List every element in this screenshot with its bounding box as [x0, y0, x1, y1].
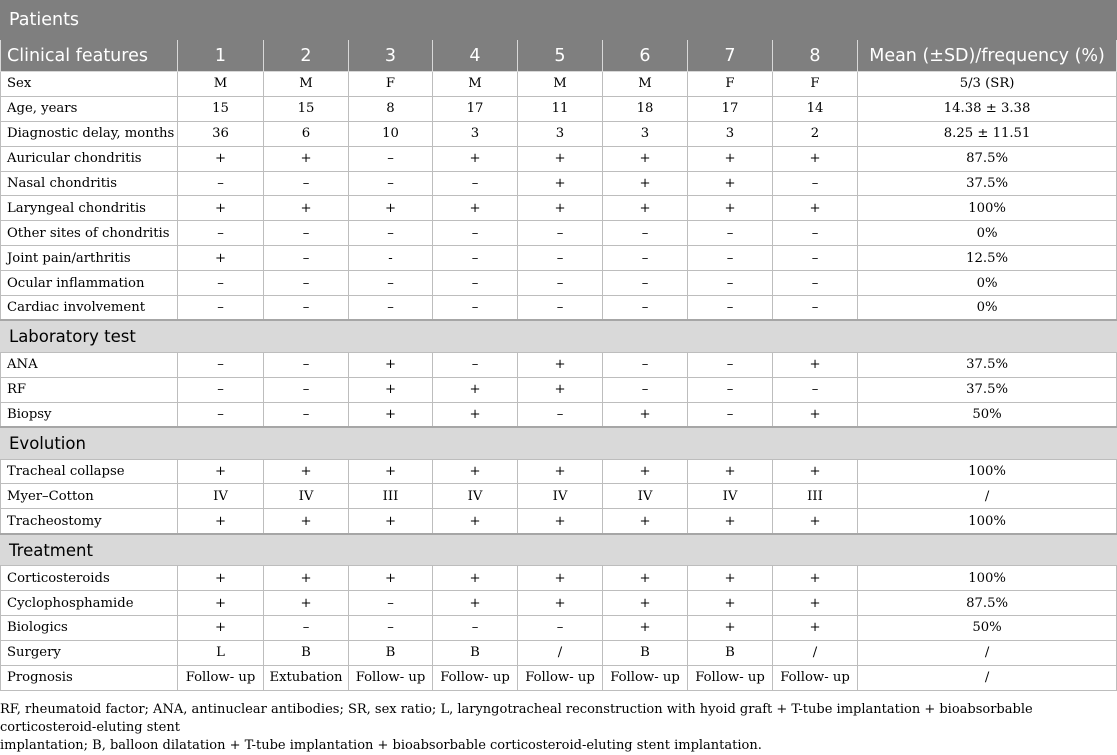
section-title: Treatment: [1, 534, 1117, 566]
patient-cell: +: [349, 566, 433, 591]
summary-cell: 37.5%: [858, 171, 1117, 196]
patient-cell: –: [178, 402, 264, 427]
patient-cell: –: [178, 352, 264, 377]
summary-cell: 37.5%: [858, 377, 1117, 402]
patient-cell: 11: [518, 96, 603, 121]
patient-cell: –: [264, 296, 349, 321]
table-row: [1, 196, 1117, 221]
table-row: [1, 665, 1117, 690]
patient-cell: +: [178, 459, 264, 484]
patient-cell: +: [773, 459, 858, 484]
section-header-row: [1, 320, 1117, 352]
patient-cell: +: [603, 146, 688, 171]
table-row: [1, 146, 1117, 171]
patient-cell: +: [688, 566, 773, 591]
row-label: Age, years: [1, 96, 178, 121]
summary-cell: 100%: [858, 509, 1117, 534]
patient-cell: +: [433, 146, 518, 171]
patient-cell: 3: [688, 121, 773, 146]
summary-cell: 14.38 ± 3.38: [858, 96, 1117, 121]
patient-cell: –: [349, 146, 433, 171]
row-label: Surgery: [1, 640, 178, 665]
patient-cell: –: [603, 271, 688, 296]
patient-cell: Follow- up: [773, 665, 858, 690]
patient-cell: 17: [688, 96, 773, 121]
patient-cell: –: [349, 221, 433, 246]
patient-cell: –: [433, 171, 518, 196]
patient-cell: –: [773, 221, 858, 246]
summary-cell: 5/3 (SR): [858, 72, 1117, 97]
summary-cell: 0%: [858, 271, 1117, 296]
summary-cell: 100%: [858, 196, 1117, 221]
summary-cell: 0%: [858, 221, 1117, 246]
patient-cell: –: [264, 377, 349, 402]
patient-cell: Follow- up: [518, 665, 603, 690]
patient-cell: –: [433, 352, 518, 377]
patient-cell: 3: [518, 121, 603, 146]
table-row: [1, 121, 1117, 146]
patient-cell: +: [433, 566, 518, 591]
patient-cell: +: [603, 402, 688, 427]
footnote-line-1: RF, rheumatoid factor; ANA, antinuclear antibodies; SR, sex ratio; L, laryngotracheal reconstruction with hyoid graft + T-tube implantation + bioabsorbable corticosteroid-eluting stent: [0, 702, 1033, 735]
header-patient-2: 2: [264, 40, 349, 72]
summary-cell: 0%: [858, 296, 1117, 321]
summary-cell: 87.5%: [858, 146, 1117, 171]
patient-cell: -: [349, 246, 433, 271]
patient-cell: 2: [773, 121, 858, 146]
patient-cell: M: [264, 72, 349, 97]
row-label: Tracheal collapse: [1, 459, 178, 484]
patient-cell: +: [518, 352, 603, 377]
table-row: [1, 459, 1117, 484]
header-patient-4: 4: [433, 40, 518, 72]
row-label: Tracheostomy: [1, 509, 178, 534]
patient-cell: –: [518, 616, 603, 641]
summary-cell: 12.5%: [858, 246, 1117, 271]
table-row: [1, 509, 1117, 534]
patient-cell: +: [518, 377, 603, 402]
header-patient-1: 1: [178, 40, 264, 72]
patient-cell: +: [264, 146, 349, 171]
patient-cell: /: [518, 640, 603, 665]
summary-cell: /: [858, 484, 1117, 509]
patient-cell: 15: [264, 96, 349, 121]
patient-cell: –: [433, 246, 518, 271]
patient-cell: +: [773, 591, 858, 616]
patient-cell: –: [688, 402, 773, 427]
patient-cell: B: [349, 640, 433, 665]
table-row: [1, 640, 1117, 665]
section-title: Laboratory test: [1, 320, 1117, 352]
patient-cell: –: [518, 402, 603, 427]
patient-cell: –: [433, 616, 518, 641]
row-label: ANA: [1, 352, 178, 377]
patient-cell: 6: [264, 121, 349, 146]
patient-cell: 3: [603, 121, 688, 146]
patient-cell: –: [178, 171, 264, 196]
summary-cell: 8.25 ± 11.51: [858, 121, 1117, 146]
header-patient-3: 3: [349, 40, 433, 72]
patient-cell: +: [518, 566, 603, 591]
section-header-row: [1, 427, 1117, 459]
row-label: Myer–Cotton: [1, 484, 178, 509]
patient-cell: –: [688, 221, 773, 246]
table-row: [1, 616, 1117, 641]
patient-cell: +: [349, 377, 433, 402]
patient-cell: –: [433, 271, 518, 296]
patient-cell: +: [349, 352, 433, 377]
summary-cell: 50%: [858, 402, 1117, 427]
table-row: [1, 566, 1117, 591]
patient-cell: +: [264, 459, 349, 484]
header-patient-6: 6: [603, 40, 688, 72]
row-label: Ocular inflammation: [1, 271, 178, 296]
patient-cell: +: [433, 402, 518, 427]
patient-cell: +: [773, 616, 858, 641]
patient-cell: III: [349, 484, 433, 509]
patient-cell: +: [773, 196, 858, 221]
patient-cell: –: [688, 377, 773, 402]
patient-cell: Follow- up: [178, 665, 264, 690]
patient-cell: –: [518, 221, 603, 246]
patient-cell: +: [603, 566, 688, 591]
footnote-line-2: implantation; B, balloon dilatation + T-tube implantation + bioabsorbable corticosteroid-eluting stent implantation.: [0, 738, 762, 753]
row-label: Nasal chondritis: [1, 171, 178, 196]
patient-cell: +: [603, 171, 688, 196]
patient-cell: +: [518, 591, 603, 616]
patient-cell: +: [178, 246, 264, 271]
patient-cell: 17: [433, 96, 518, 121]
patient-cell: –: [773, 171, 858, 196]
patient-cell: +: [433, 377, 518, 402]
table-header-row: [1, 40, 1117, 72]
patient-cell: +: [518, 509, 603, 534]
patient-cell: IV: [433, 484, 518, 509]
row-label: Cyclophosphamide: [1, 591, 178, 616]
patient-cell: +: [773, 146, 858, 171]
row-label: Joint pain/arthritis: [1, 246, 178, 271]
patient-cell: M: [433, 72, 518, 97]
row-label: Laryngeal chondritis: [1, 196, 178, 221]
patient-cell: +: [178, 196, 264, 221]
patient-cell: +: [773, 509, 858, 534]
patient-cell: M: [518, 72, 603, 97]
header-patient-5: 5: [518, 40, 603, 72]
patient-cell: +: [518, 196, 603, 221]
patient-cell: IV: [603, 484, 688, 509]
patient-cell: +: [688, 509, 773, 534]
patient-cell: –: [264, 402, 349, 427]
summary-cell: 100%: [858, 459, 1117, 484]
patient-cell: +: [518, 459, 603, 484]
row-label: Corticosteroids: [1, 566, 178, 591]
patient-cell: –: [264, 171, 349, 196]
patient-cell: Follow- up: [349, 665, 433, 690]
patient-cell: IV: [518, 484, 603, 509]
row-label: Diagnostic delay, months: [1, 121, 178, 146]
patient-cell: –: [349, 171, 433, 196]
patient-cell: –: [603, 246, 688, 271]
patient-cell: Follow- up: [603, 665, 688, 690]
table-row: [1, 271, 1117, 296]
patient-cell: –: [518, 271, 603, 296]
table-row: [1, 221, 1117, 246]
row-label: Biologics: [1, 616, 178, 641]
patient-cell: +: [603, 196, 688, 221]
patient-cell: –: [433, 221, 518, 246]
patient-cell: Extubation: [264, 665, 349, 690]
patient-cell: –: [603, 296, 688, 321]
row-label: Prognosis: [1, 665, 178, 690]
patient-cell: B: [603, 640, 688, 665]
patient-cell: B: [433, 640, 518, 665]
patient-cell: +: [349, 196, 433, 221]
patient-cell: –: [178, 221, 264, 246]
patient-cell: +: [688, 146, 773, 171]
table-row: [1, 296, 1117, 321]
table-title: Patients: [1, 1, 1117, 40]
patient-cell: +: [433, 196, 518, 221]
patient-cell: +: [773, 566, 858, 591]
patient-cell: +: [688, 196, 773, 221]
patient-cell: M: [178, 72, 264, 97]
patient-cell: –: [688, 246, 773, 271]
patient-cell: +: [178, 509, 264, 534]
patient-cell: +: [178, 146, 264, 171]
patient-cell: +: [773, 402, 858, 427]
patient-cell: +: [518, 171, 603, 196]
summary-cell: 100%: [858, 566, 1117, 591]
patient-cell: +: [603, 509, 688, 534]
patient-cell: –: [518, 246, 603, 271]
patient-cell: –: [688, 296, 773, 321]
patient-cell: +: [349, 509, 433, 534]
patient-cell: –: [773, 377, 858, 402]
patient-cell: 18: [603, 96, 688, 121]
table-row: [1, 246, 1117, 271]
patient-cell: –: [349, 616, 433, 641]
patient-cell: 14: [773, 96, 858, 121]
table-row: [1, 171, 1117, 196]
row-label: Auricular chondritis: [1, 146, 178, 171]
patient-cell: 10: [349, 121, 433, 146]
table-row: [1, 377, 1117, 402]
patient-cell: –: [264, 352, 349, 377]
patient-cell: 8: [349, 96, 433, 121]
patient-cell: –: [603, 352, 688, 377]
patient-cell: +: [264, 591, 349, 616]
patient-cell: M: [603, 72, 688, 97]
patient-cell: IV: [264, 484, 349, 509]
header-patient-8: 8: [773, 40, 858, 72]
patient-cell: –: [603, 221, 688, 246]
patient-cell: –: [264, 616, 349, 641]
patient-cell: B: [688, 640, 773, 665]
table-row: [1, 96, 1117, 121]
patient-cell: F: [688, 72, 773, 97]
table-row: [1, 484, 1117, 509]
table-row: [1, 591, 1117, 616]
patient-cell: +: [178, 591, 264, 616]
patient-cell: F: [349, 72, 433, 97]
header-patient-7: 7: [688, 40, 773, 72]
patient-cell: –: [518, 296, 603, 321]
table-row: [1, 402, 1117, 427]
row-label: Cardiac involvement: [1, 296, 178, 321]
patient-cell: –: [349, 591, 433, 616]
patient-cell: –: [688, 352, 773, 377]
patient-cell: –: [603, 377, 688, 402]
patient-cell: –: [264, 221, 349, 246]
patient-cell: –: [349, 296, 433, 321]
patient-cell: +: [264, 509, 349, 534]
patient-cell: F: [773, 72, 858, 97]
row-label: Sex: [1, 72, 178, 97]
patient-cell: B: [264, 640, 349, 665]
patient-cell: –: [773, 296, 858, 321]
patient-cell: +: [178, 616, 264, 641]
patient-cell: +: [688, 616, 773, 641]
patient-cell: –: [264, 246, 349, 271]
patient-cell: L: [178, 640, 264, 665]
patient-cell: –: [773, 271, 858, 296]
patient-cell: IV: [688, 484, 773, 509]
patient-cell: +: [433, 509, 518, 534]
patient-cell: –: [349, 271, 433, 296]
patient-cell: –: [433, 296, 518, 321]
patient-cell: IV: [178, 484, 264, 509]
patient-cell: Follow- up: [433, 665, 518, 690]
patient-cell: +: [349, 459, 433, 484]
section-title: Evolution: [1, 427, 1117, 459]
patient-cell: +: [603, 459, 688, 484]
table-row: [1, 352, 1117, 377]
patient-cell: +: [688, 591, 773, 616]
header-clinical-features: Clinical features: [1, 40, 178, 72]
patient-cell: 36: [178, 121, 264, 146]
patient-cell: +: [603, 616, 688, 641]
table-body: [1, 1, 1117, 691]
patient-cell: +: [264, 566, 349, 591]
patient-cell: +: [688, 459, 773, 484]
patient-cell: Follow- up: [688, 665, 773, 690]
row-label: Other sites of chondritis: [1, 221, 178, 246]
footnote: [0, 701, 1116, 755]
patient-cell: –: [688, 271, 773, 296]
section-header-row: [1, 534, 1117, 566]
summary-cell: /: [858, 640, 1117, 665]
row-label: Biopsy: [1, 402, 178, 427]
row-label: RF: [1, 377, 178, 402]
header-mean-frequency: Mean (±SD)/frequency (%): [858, 40, 1117, 72]
patient-cell: +: [603, 591, 688, 616]
table-title-row: [1, 1, 1117, 40]
patient-cell: +: [773, 352, 858, 377]
patient-cell: –: [773, 246, 858, 271]
summary-cell: /: [858, 665, 1117, 690]
patient-cell: +: [349, 402, 433, 427]
patient-cell: +: [264, 196, 349, 221]
patient-cell: +: [178, 566, 264, 591]
summary-cell: 87.5%: [858, 591, 1117, 616]
summary-cell: 37.5%: [858, 352, 1117, 377]
patient-cell: 3: [433, 121, 518, 146]
patient-cell: +: [433, 591, 518, 616]
patient-cell: +: [433, 459, 518, 484]
patient-cell: /: [773, 640, 858, 665]
patient-cell: –: [178, 296, 264, 321]
patient-cell: +: [518, 146, 603, 171]
table-row: [1, 72, 1117, 97]
summary-cell: 50%: [858, 616, 1117, 641]
patient-cell: –: [264, 271, 349, 296]
patient-cell: –: [178, 271, 264, 296]
patient-cell: III: [773, 484, 858, 509]
patient-cell: 15: [178, 96, 264, 121]
patient-cell: –: [178, 377, 264, 402]
patient-cell: +: [688, 171, 773, 196]
